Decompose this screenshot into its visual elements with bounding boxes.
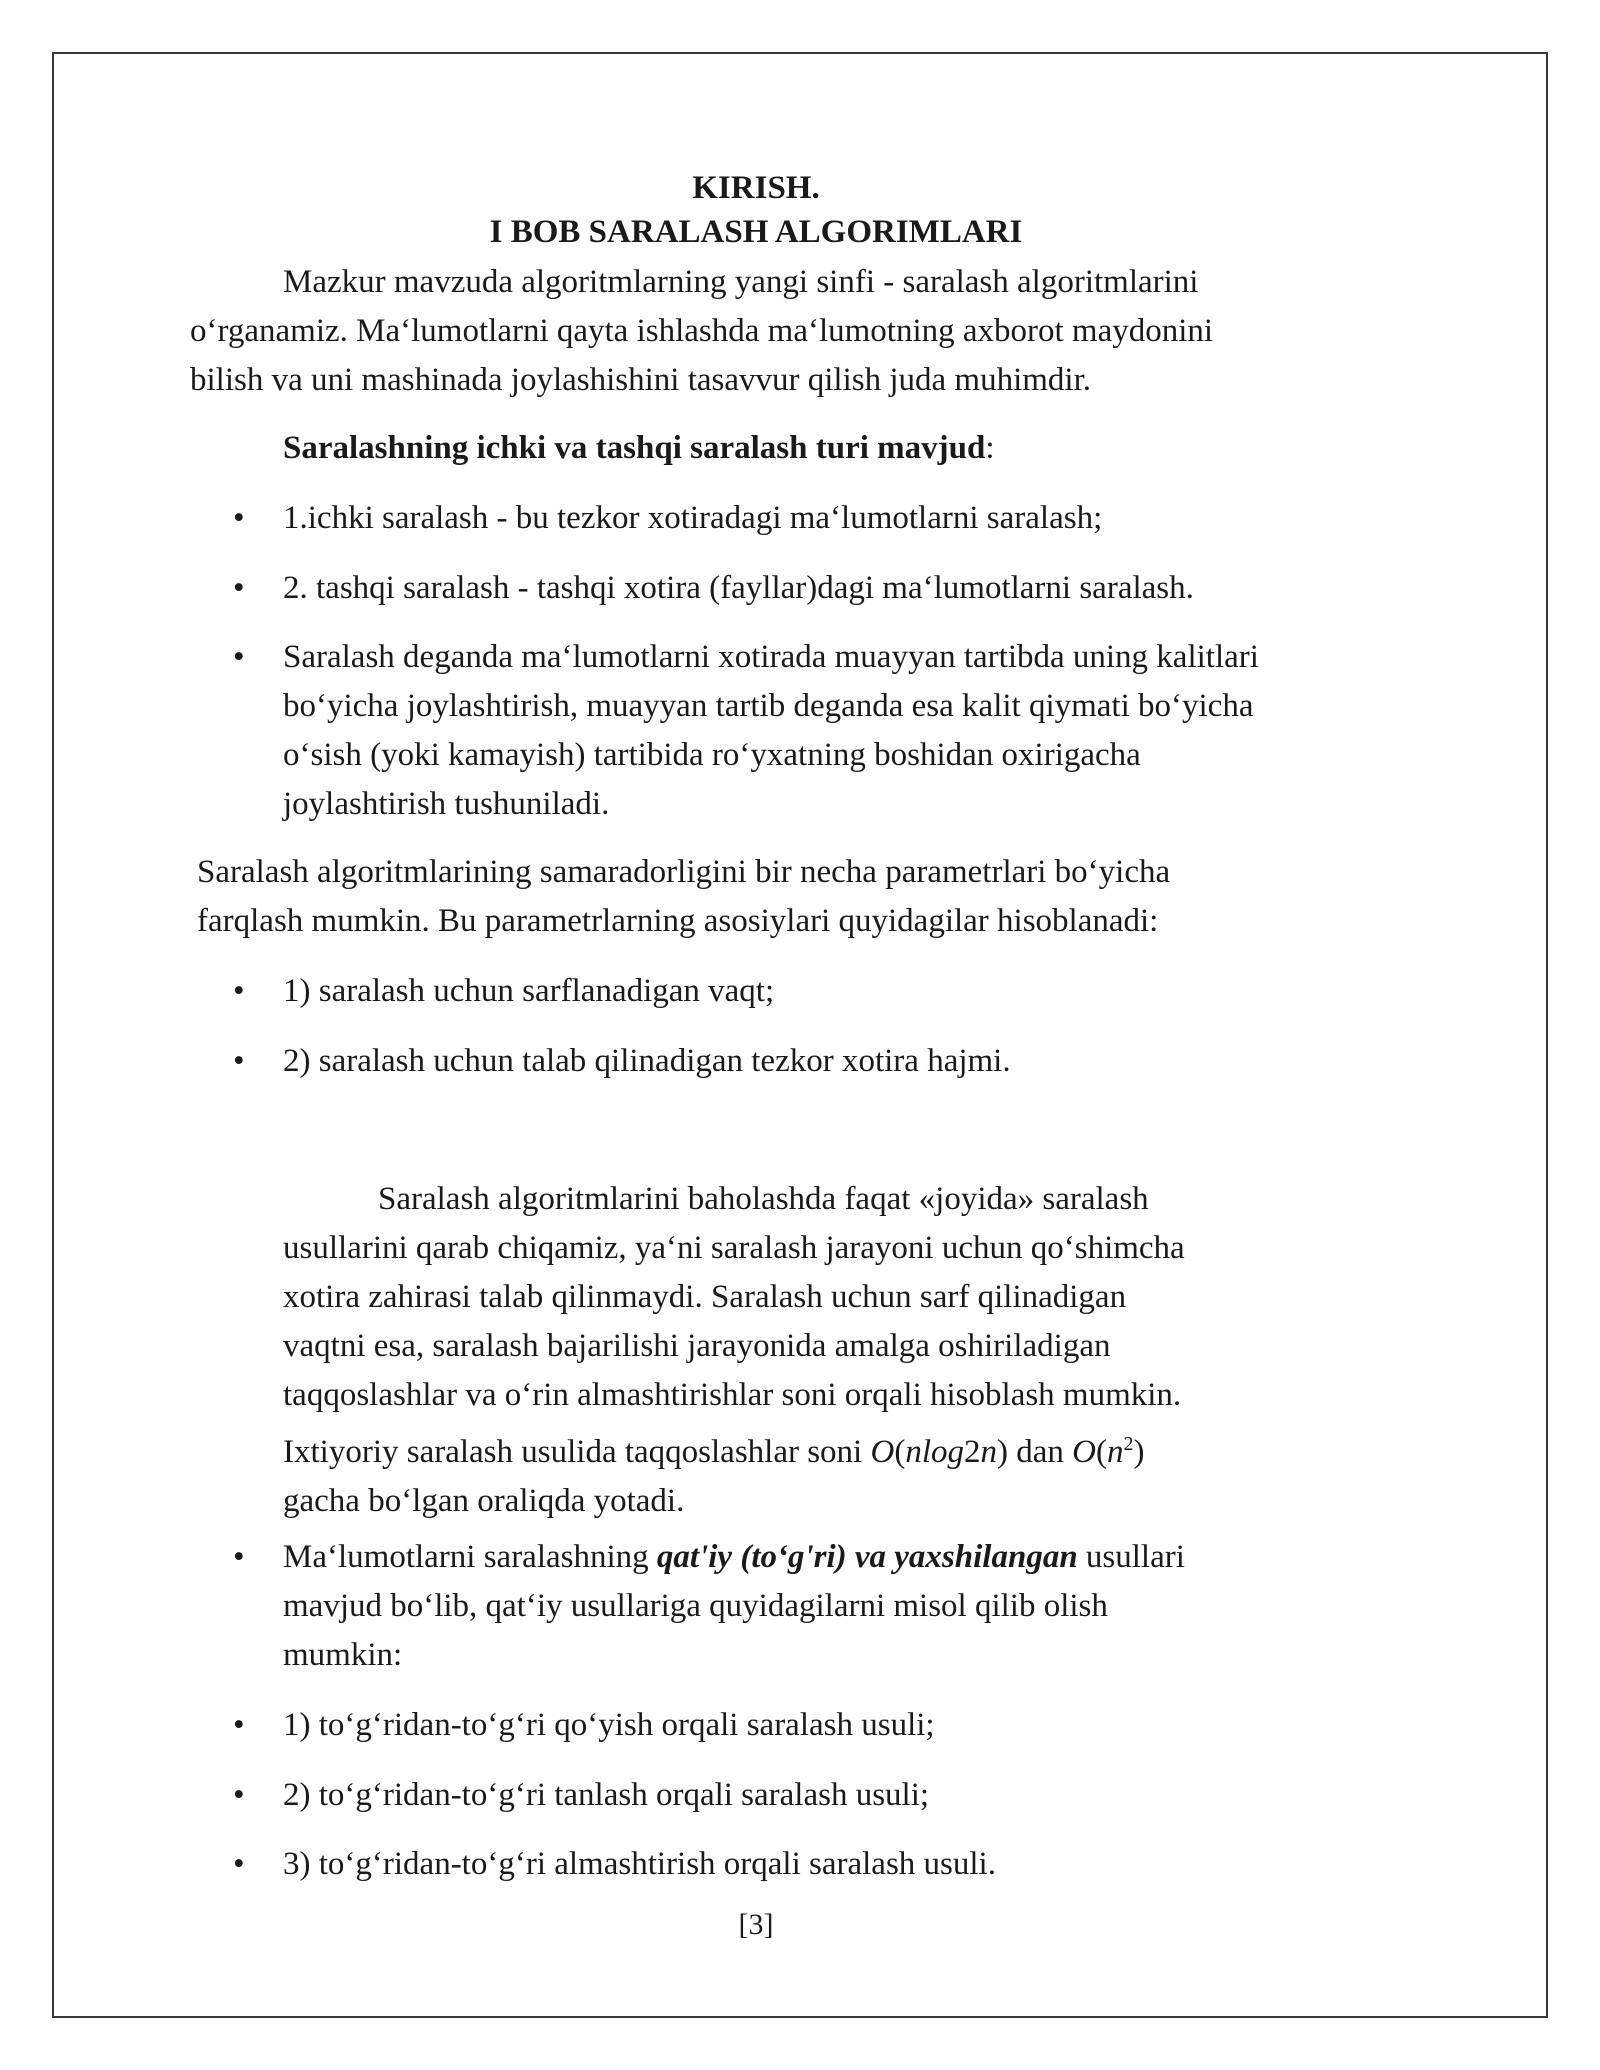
list-item-text: 2. tashqi saralash - tashqi xotira (fayllar)dagi ma‘lumotlarni saralash. xyxy=(283,570,1194,606)
list-item-text: 1) to‘g‘ridan-to‘g‘ri qo‘yish orqali saralash usuli; xyxy=(283,1707,935,1743)
evaluation-line-4: vaqtni esa, saralash bajarilishi jarayonida amalga oshiriladigan xyxy=(283,1328,1111,1364)
complexity-o-1: O xyxy=(870,1434,895,1470)
list-item-text-line-3: o‘sish (yoki kamayish) tartibida ro‘yxatning boshidan oxirigacha xyxy=(283,737,1141,773)
evaluation-line-2: usullarini qarab chiqamiz, ya‘ni saralash jarayoni uchun qo‘shimcha xyxy=(283,1230,1185,1266)
list-item-text: 1.ichki saralash - bu tezkor xotiradagi ma‘lumotlarni saralash; xyxy=(283,500,1103,536)
intro-line-1: Mazkur mavzuda algoritmlarning yangi sinfi - saralash algoritmlarini xyxy=(283,264,1199,300)
list-item-text: 1) saralash uchun sarflanadigan vaqt; xyxy=(283,973,775,1009)
complexity-mid: dan xyxy=(1008,1434,1073,1470)
methods-intro-prefix: Ma‘lumotlarni saralashning xyxy=(283,1539,657,1575)
evaluation-line-5: taqqoslashlar va o‘rin almashtirishlar soni orqali hisoblash mumkin. xyxy=(283,1377,1182,1413)
bullet-icon: • xyxy=(233,1043,245,1079)
complexity-n-squared: n xyxy=(1107,1434,1124,1470)
efficiency-line-1: Saralash algoritmlarining samaradorligini bir necha parametrlari bo‘yicha xyxy=(197,854,1171,890)
methods-intro-line-2: mavjud bo‘lib, qat‘iy usullariga quyidagilarni misol qilib olish xyxy=(283,1588,1108,1624)
complexity-superscript: 2 xyxy=(1123,1433,1134,1455)
bullet-icon: • xyxy=(233,570,245,606)
evaluation-last-line: gacha bo‘lgan oraliqda yotadi. xyxy=(283,1483,685,1519)
bullet-icon: • xyxy=(233,1707,245,1743)
methods-intro-line-3: mumkin: xyxy=(283,1637,403,1673)
intro-line-2: o‘rganamiz. Ma‘lumotlarni qayta ishlashda ma‘lumotning axborot maydonini xyxy=(190,313,1214,349)
list-item-text-line-4: joylashtirish tushuniladi. xyxy=(283,786,610,822)
list-item-text-line-2: bo‘yicha joylashtirish, muayyan tartib deganda esa kalit qiymati bo‘yicha xyxy=(283,688,1254,724)
complexity-prefix: Ixtiyoriy saralash usulida taqqoslashlar soni xyxy=(283,1434,871,1470)
complexity-n: n xyxy=(980,1434,997,1470)
types-heading xyxy=(283,424,995,473)
complexity-close-1: ) xyxy=(997,1434,1008,1470)
complexity-nlog: nlog xyxy=(905,1434,964,1470)
types-heading-bold: Saralashning ichki va tashqi saralash turi mavjud xyxy=(283,430,986,466)
intro-line-3: bilish va uni mashinada joylashishini tasavvur qilish juda muhimdir. xyxy=(190,362,1092,398)
bullet-icon: • xyxy=(233,1777,245,1813)
types-heading-suffix: : xyxy=(985,430,995,466)
complexity-two: 2 xyxy=(964,1434,981,1470)
methods-intro-emphasis: qat'iy (to‘g'ri) va yaxshilangan xyxy=(656,1539,1078,1575)
complexity-o-2: O xyxy=(1072,1434,1096,1470)
methods-intro-suffix: usullari xyxy=(1077,1539,1185,1575)
bullet-icon: • xyxy=(233,500,245,536)
efficiency-paragraph xyxy=(197,848,1170,946)
efficiency-line-2: farqlash mumkin. Bu parametrlarning asosiylari quyidagilar hisoblanadi: xyxy=(197,903,1159,939)
list-item-text: 2) to‘g‘ridan-to‘g‘ri tanlash orqali saralash usuli; xyxy=(283,1777,930,1813)
complexity-close-2: ) xyxy=(1133,1434,1145,1470)
bullet-icon: • xyxy=(233,639,245,675)
bullet-icon: • xyxy=(233,1539,245,1575)
evaluation-line-1: Saralash algoritmlarini baholashda faqat «joyida» saralash xyxy=(378,1181,1149,1217)
heading-intro: KIRISH. xyxy=(692,170,820,206)
list-item-text-line-1: Saralash deganda ma‘lumotlarni xotirada muayyan tartibda uning kalitlari xyxy=(283,639,1259,675)
evaluation-line-3: xotira zahirasi talab qilinmaydi. Saralash uchun sarf qilinadigan xyxy=(283,1279,1127,1315)
bullet-icon: • xyxy=(233,1846,245,1882)
page-number: [3] xyxy=(738,1908,774,1941)
methods-intro-line-1 xyxy=(283,1533,1185,1582)
bullet-icon: • xyxy=(233,973,245,1009)
list-item-text: 3) to‘g‘ridan-to‘g‘ri almashtirish orqali saralash usuli. xyxy=(283,1846,996,1882)
complexity-line xyxy=(283,1420,1185,1477)
complexity-open-1: ( xyxy=(894,1434,906,1470)
intro-paragraph xyxy=(190,258,1213,405)
evaluation-paragraph xyxy=(283,1175,1185,1526)
heading-chapter: I BOB SARALASH ALGORIMLARI xyxy=(489,214,1023,250)
complexity-open-2: ( xyxy=(1096,1434,1107,1470)
list-item-text: 2) saralash uchun talab qilinadigan tezkor xotira hajmi. xyxy=(283,1043,1011,1079)
